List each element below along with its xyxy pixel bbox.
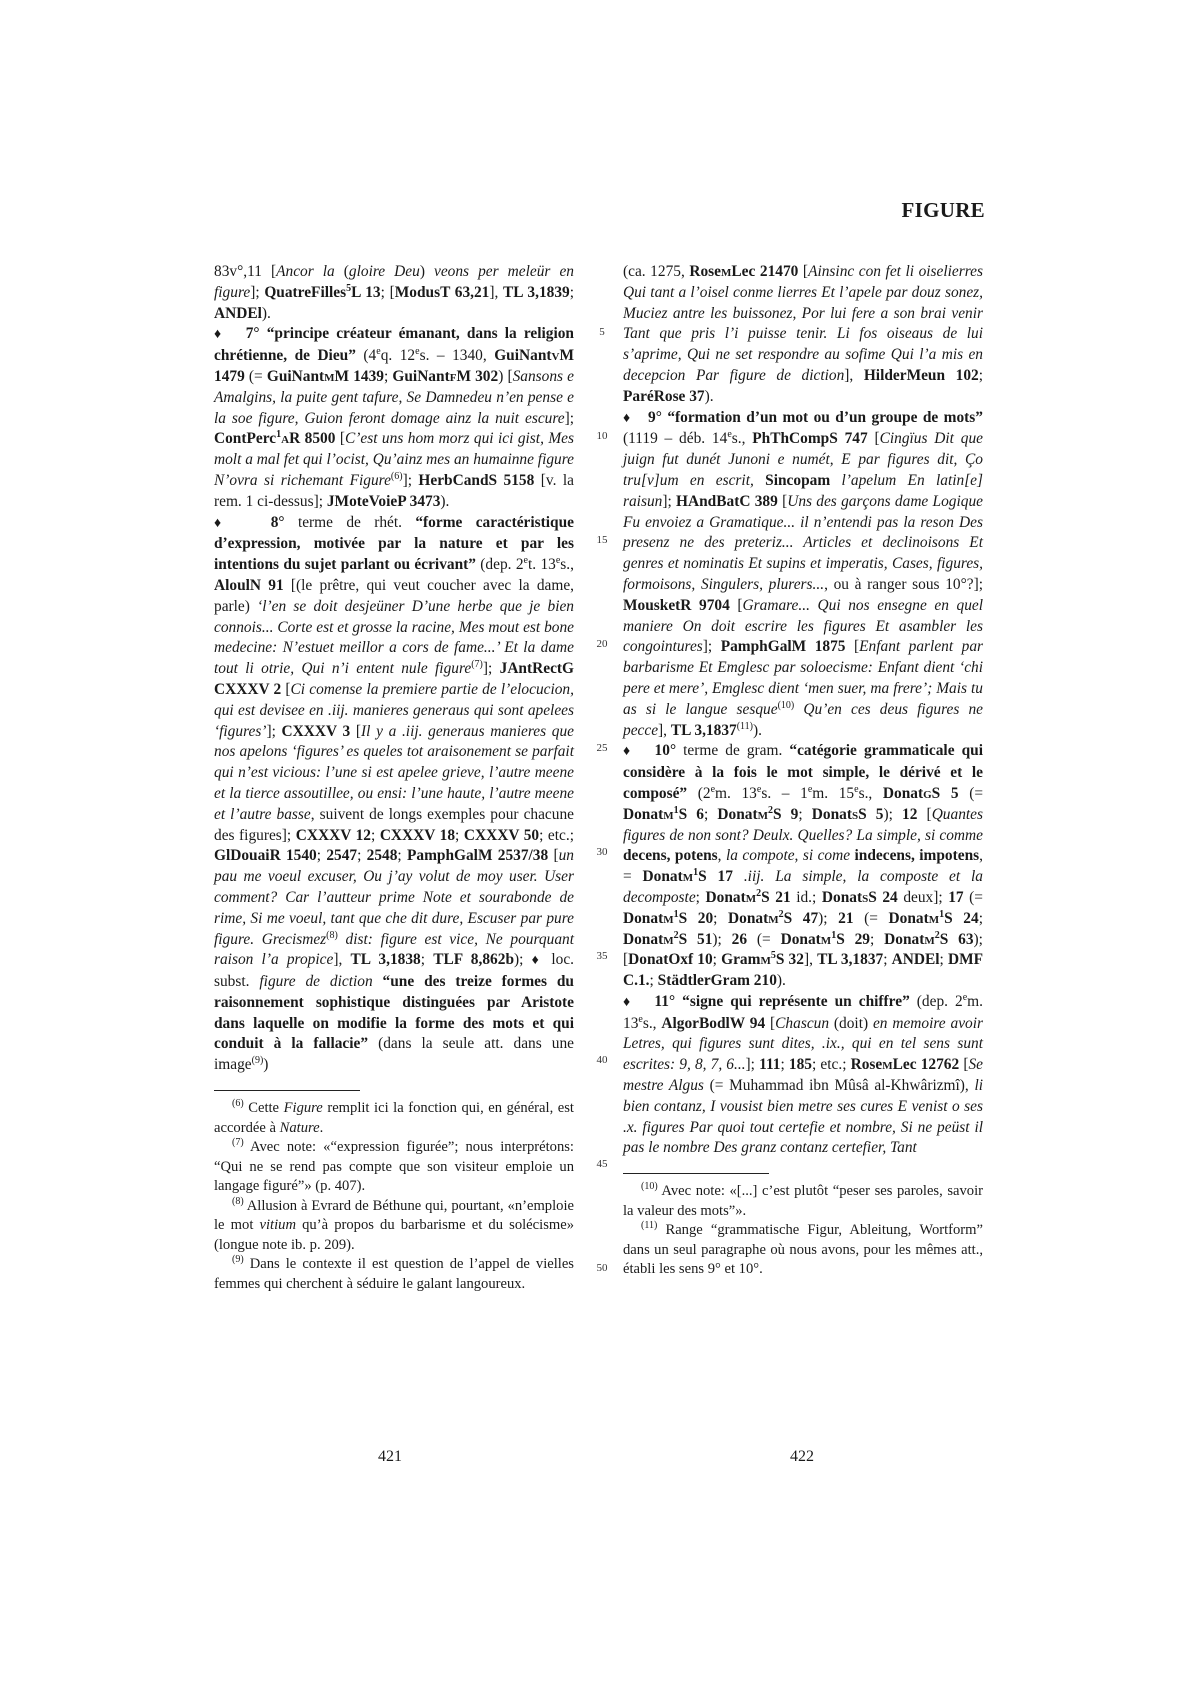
line-number: 50 [596, 1262, 608, 1274]
footnote-9: $^{(9)}$ Dans le contexte il est question de l’appel de vielles femmes qui cherchent à séduire le galant langoureux. [214, 1254, 574, 1292]
entry-continuation-2: (ca. 1275, RosemLec 21470 [Ainsinc con fet li oiselierres Qui tant a l’oisel conme lierres Et l’apele par douz sonez, Muciez antre les buissonez, Por lui fere a son brai venir Tant que pris l’i puisse tenir. Li fos oiseaus de lui s’aprime, Qui ne set respondre au sofime Qui l’a mis en decepcion Par figure de diction], HilderMeun 102; ParéRose 37). [623, 263, 983, 405]
line-number: 15 [596, 534, 608, 546]
sense-10: ♦ 10° terme de gram. “catégorie grammaticale qui considère à la fois le mot simple, le dérivé et le composé” (2em. 13es. – 1em. 15es., DonatgS 5 (= Donatm$^1$S 6; Donatm$^2$S 9; DonatsS 5); 12 [Quantes figures de non sont? Deulx. Quelles? La simple, si comme decens, potens, la compote, si come indecens, impotens, = Donatm$^1$S 17 .iij. La simple, la composte et la decomposte; Donatm$^2$S 21 id.; DonatsS 24 deux]; 17 (= Donatm$^1$S 20; Donatm$^2$S 47); 21 (= Donatm$^1$S 24; Donatm$^2$S 51); 26 (= Donatm$^1$S 29; Donatm$^2$S 63); [DonatOxf 10; Gramm$^5$S 32], TL 3,1837; ANDEl; DMF C.1.; StädtlerGram 210). [623, 742, 984, 990]
line-number: 25 [596, 742, 608, 754]
sense-7: ♦ 7° “principe créateur émanant, dans la religion chrétienne, de Dieu” (4eq. 12es. – 1340, GuiNantvM 1479 (= GuiNantmM 1439; GuiNantfM 302) [Sansons e Amalgins, la puite gent tafure, Se Damnedeu n’en pense e la soe figure, Guion feront domage ainz la nuit escure]; ContPerc$^1$aR 8500 [C’est uns hom morz qui ici gist, Mes molt a mal fet qui l’ocist, Qu’ainz mes an humainne figure N’ovra si richemant Figure$^{(6)}$]; HerbCandS 5158 [v. la rem. 1 ci-dessus]; JMoteVoieP 3473). [214, 325, 575, 510]
footnote-8: $^{(8)}$ Allusion à Evrard de Béthune qui, pourtant, «n’emploie le mot vitium qu’à propos du barbarisme et du solécisme» (longue note ib. p. 209). [214, 1195, 574, 1253]
line-number: 5 [599, 326, 605, 338]
sense-11: ♦ 11° “signe qui représente un chiffre” (dep. 2em. 13es., AlgorBodlW 94 [Chascun (doit) en memoire avoir Letres, qui figures sunt dites, .ix., qui en tel sens sunt escrites: 9, 8, 7, 6...]; 111; 185; etc.; RosemLec 12762 [Se mestre Algus (= Muhammad ibn Mûsâ al-Khwârizmî), li bien contanz, I vousist bien metre ses cures E venist o ses .x. figures Par quoi tout certefie et nombre, Si ne peüst il pas le nombre Des granz contanz certefier, Tant [623, 991, 984, 1157]
page-number-right: 422 [790, 1448, 814, 1465]
right-column [623, 262, 983, 1280]
entry-continuation: 83v°,11 [Ancor la (gloire Deu) veons per meleür en figure]; QuatreFilles$^5$L 13; [ModusT 63,21], TL 3,1839; ANDEl). [214, 263, 575, 322]
left-column [214, 262, 574, 1294]
line-number: 45 [596, 1158, 608, 1170]
sense-9: ♦ 9° “formation d’un mot ou d’un groupe de mots” (1119 – déb. 14es., PhThCompS 747 [Cingïus Dit que juign fut dunét Junoni e numét, E par figures dit, Ço tru[v]um en escrit, Sincopam l’apelum En latin[e] raisun]; HAndBatC 389 [Uns des garçons dame Logique Fu envoiez a Gramatique... il n’entendi pas la reson Des presenz ne des preteriz... Articles et declinoisons Et genres et nominatis Et supins et imperatis, Cases, figures, formoisons, Singulers, plurers..., ou à ranger sous 10°?]; MousketR 9704 [Gramare... Qui nos ensegne en quel maniere On doit escrire les figures Et asambler les congointures]; PamphGalM 1875 [Enfant parlent par barbarisme Et Emglesc par soloecisme: Enfant dient ‘chi pere et mere’, Emglesc dient ‘men suer, ma frere’; Mais tu as si le langue sesque$^{(10)}$ Qu’en ces deus figures ne pecce], TL 3,1837$^{(11)}$). [623, 408, 984, 739]
footnote-11: $^{(11)}$ Range “grammatische Figur, Ableitung, Wortform” dans un seul paragraphe où nous avons, pour les mêmes att., établi les sens 9° et 10°. [623, 1220, 983, 1278]
footnote-rule [623, 1173, 769, 1174]
line-number: 35 [596, 950, 608, 962]
line-number: 40 [596, 1054, 608, 1066]
footnote-7: $^{(7)}$ Avec note: «“expression figurée”; nous interprétons: “Qui ne se rend pas compte que son visiteur emploie un langage figuré”» (p. 407). [214, 1137, 574, 1195]
footnote-rule [214, 1090, 360, 1091]
line-number: 30 [596, 846, 608, 858]
page-number-left: 421 [378, 1448, 402, 1465]
running-head: FIGURE [901, 198, 985, 222]
sense-8: ♦ 8° terme de rhét. “forme caractéristique d’expression, motivée par la nature et par les intentions du sujet parlant ou écrivant” (dep. 2et. 13es., AloulN 91 [(le prêtre, qui veut coucher avec la dame, parle) ‘l’en se doit desjeüner D’une herbe que je bien connois... Corte est et grosse la racine, Mes mout est bone medecine: N’estuet meillor a cors de fame...’ Et la dame tout li otrie, Qui n’i entent nule figure$^{(7)}$]; JAntRectG CXXXV 2 [Ci comense la premiere partie de l’elocucion, qui est devisee en .iij. manieres generaus qui sont apelees ‘figures’]; CXXXV 3 [Il y a .iij. generaus manieres que nos apelons ‘figures’ es queles tot araisonement se parfait qui n’est vicious: l’une si est apelee grieve, l’autre meene et la tierce assoutillee, ou ensi: l’une haute, l’autre meene et l’autre basse, suivent de longs exemples pour chacune des figures]; CXXXV 12; CXXXV 18; CXXXV 50; etc.; GlDouaiR 1540; 2547; 2548; PamphGalM 2537/38 [un pau me voeul excuser, Ou j’ay volut de moy user. User comment? Car l’autteur prime Note et sourabonde de rime, Si me voeul, tant que che dit dure, Escuser par pure figure. Grecismez$^{(8)}$ dist: figure est vice, Ne pourquant raison l’a propice], TL 3,1838; TLF 8,862b); ♦ loc. subst. figure de diction “une des treize formes du raisonnement sophistique distinguées par Aristote dans laquelle on modifie la forme des mots et qui conduit à la fallacie” (dans la seule att. dans une image$^{(9)}$) [214, 513, 575, 1074]
footnote-10: $^{(10)}$ Avec note: «[...] c’est plutôt “peser ses paroles, savoir la valeur des mots”». [623, 1181, 983, 1219]
line-number: 20 [596, 638, 608, 650]
footnote-6: $^{(6)}$ Cette Figure remplit ici la fonction qui, en général, est accordée à Nature. [214, 1098, 574, 1136]
line-number: 10 [596, 430, 608, 442]
